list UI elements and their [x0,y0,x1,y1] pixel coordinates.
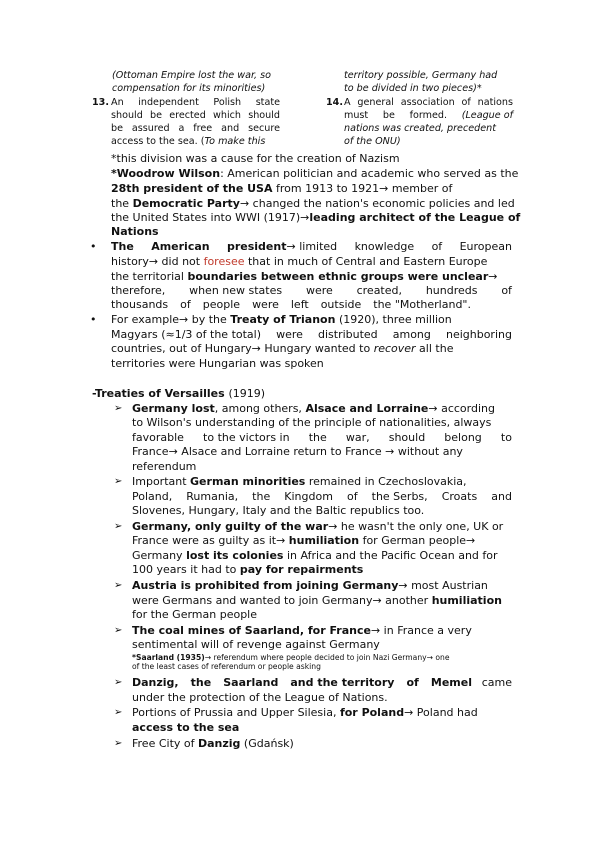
arrow-bullet-icon: ➢ [114,677,123,688]
left-col-line: (Ottoman Empire lost the war, so [112,70,271,81]
arrow-bullet-icon: ➢ [114,625,123,636]
treaty-item-line: to Wilson's understanding of the principle of nationalities, always [132,416,492,429]
treaty-item-line: Important German minorities remained in Czechoslovakia, [132,475,467,488]
treaty-item-line: The coal mines of Saarland, for France→ in France a very [132,624,472,637]
treaty-item-line: Austria is prohibited from joining Germany→ most Austrian [132,579,488,592]
section-heading: -Treaties of Versailles (1919) [92,387,266,400]
bullet-line: the territorial boundaries between ethnic groups were unclear→ [111,270,498,283]
arrow-bullet-icon: ➢ [114,707,123,718]
treaty-item-line: Slovenes, Hungary, Italy and the Baltic republics too. [132,504,425,517]
nazism-note: *this division was a cause for the creation of Nazism [111,152,400,165]
arrow-bullet-icon: ➢ [114,521,123,532]
bullet-line: For example→ by the Treaty of Trianon (1920), three million [111,313,452,326]
arrow-bullet-icon: ➢ [114,403,123,414]
right-col-line: to be divided in two pieces)* [344,83,482,94]
treaty-item-line: Poland, Rumania, the Kingdom of the Serbs, Croats and [132,490,512,503]
bullet-marker: • [90,240,97,253]
treaty-item-line: Danzig, the Saarland and the territory of Memel came [132,676,512,689]
point-13-line: should be erected which should [111,110,280,121]
treaty-item-line: Germany, only guilty of the war→ he wasn't the only one, UK or [132,520,504,533]
arrow-bullet-icon: ➢ [114,738,123,749]
point-14-line: must be formed. (League of [344,110,513,121]
arrow-bullet-icon: ➢ [114,476,123,487]
point-13-line: access to the sea. (To make this [111,136,266,147]
treaty-item-line: favorable to the victors in the war, should belong to [132,431,512,444]
wilson-note-line: *Woodrow Wilson: American politician and academic who served as the [111,167,519,180]
bullet-line: territories were Hungarian was spoken [111,357,324,370]
treaty-item-line: were Germans and wanted to join Germany→ another humiliation [132,594,502,607]
point-13-line: be assured a free and secure [111,123,280,134]
treaty-item-line: Germany lost its colonies in Africa and the Pacific Ocean and for [132,549,498,562]
point-number-14: 14. [326,97,343,108]
saarland-note: *Saarland (1935)→ referendum where people decided to join Nazi Germany→ one [132,653,450,662]
wilson-note-line: the Democratic Party→ changed the nation's economic policies and led [111,197,515,210]
bullet-line: thousands of people were left outside the "Motherland". [111,298,471,311]
bullet-line: Magyars (≈1/3 of the total) were distributed among neighboring [111,328,512,341]
point-14-line: of the ONU) [344,136,401,147]
treaty-item-line: under the protection of the League of Nations. [132,691,388,704]
treaty-item-line: Portions of Prussia and Upper Silesia, for Poland→ Poland had [132,706,478,719]
treaty-item-line: France→ Alsace and Lorraine return to France → without any [132,445,463,458]
treaty-item-line: sentimental will of revenge against Germany [132,638,380,651]
arrow-bullet-icon: ➢ [114,580,123,591]
treaty-item-line: for the German people [132,608,258,621]
treaty-item-line: Germany lost, among others, Alsace and Lorraine→ according [132,402,495,415]
point-number-13: 13. [92,97,109,108]
bullet-line: therefore, when new states were created, hundreds of [111,284,512,297]
bullet-marker: • [90,313,97,326]
treaty-item-line: referendum [132,460,197,473]
saarland-note: of the least cases of referendum or people asking [132,662,321,671]
wilson-note-line: Nations [111,225,159,238]
bullet-line: The American president→ limited knowledge of European [111,240,512,253]
right-col-line: territory possible, Germany had [344,70,498,81]
bullet-line: countries, out of Hungary→ Hungary wanted to recover all the [111,342,454,355]
treaty-item-line: 100 years it had to pay for repairments [132,563,364,576]
point-14-line: nations was created, precedent [344,123,496,134]
bullet-line: history→ did not foresee that in much of Central and Eastern Europe [111,255,488,268]
treaty-item-line: access to the sea [132,721,240,734]
treaty-item-line: France were as guilty as it→ humiliation for German people→ [132,534,476,547]
wilson-note-line: the United States into WWI (1917)→leading architect of the League of [111,211,521,224]
point-13-line: An independent Polish state [111,97,280,108]
wilson-note-line: 28th president of the USA from 1913 to 1921→ member of [111,182,453,195]
left-col-line: compensation for its minorities) [112,83,266,94]
point-14-line: A general association of nations [344,97,513,108]
treaty-item-line: Free City of Danzig (Gdańsk) [132,737,294,750]
